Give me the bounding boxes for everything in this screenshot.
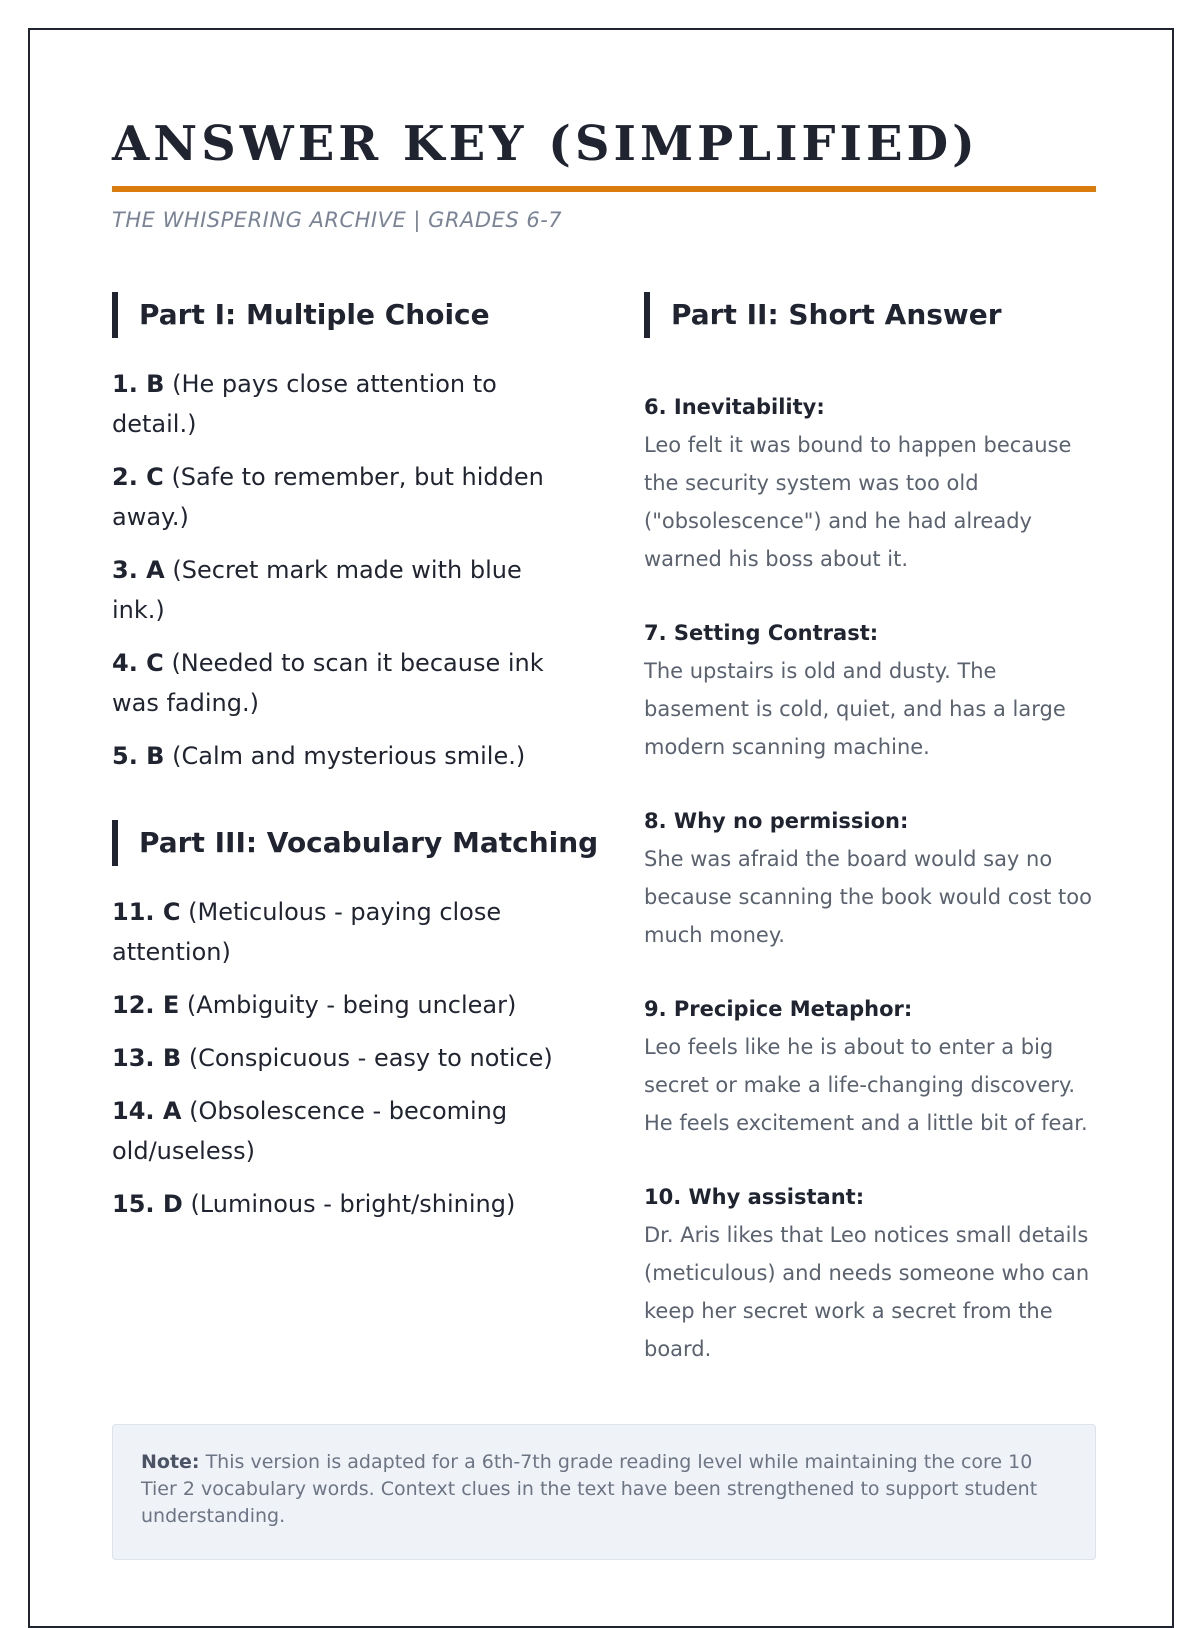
answer-item [112, 1091, 572, 1171]
answer-text: (Safe to remember, but hidden away.) [112, 463, 544, 531]
answer-number: 1. B [112, 370, 165, 398]
note-label: Note: [141, 1451, 200, 1473]
answer-number: 13. B [112, 1044, 182, 1072]
question-label: 9. Precipice Metaphor: [644, 997, 913, 1021]
answer-item [112, 457, 572, 537]
part2-answers [644, 388, 1104, 1368]
answer-number: 5. B [112, 742, 165, 770]
short-answer-item [644, 388, 1104, 578]
answer-text: (He pays close attention to detail.) [112, 370, 497, 438]
answer-text: (Needed to scan it because ink was fading.) [112, 649, 544, 717]
question-label: 8. Why no permission: [644, 809, 909, 833]
answer-item [112, 985, 572, 1025]
question-label: 7. Setting Contrast: [644, 621, 879, 645]
answer-text: (Obsolescence - becoming old/useless) [112, 1097, 508, 1165]
right-column [644, 292, 1104, 1404]
answer-number: 11. C [112, 898, 181, 926]
answer-number: 14. A [112, 1097, 182, 1125]
part1-heading: Part I: Multiple Choice [112, 292, 572, 338]
question-label: 6. Inevitability: [644, 395, 825, 419]
answer-text: (Calm and mysterious smile.) [172, 742, 526, 770]
short-answer-item [644, 802, 1104, 954]
answer-text: Dr. Aris likes that Leo notices small details (meticulous) and needs someone who can keep her secret work a secret from the board. [644, 1223, 1090, 1361]
page-title: ANSWER KEY (SIMPLIFIED) [112, 116, 979, 172]
answer-number: 3. A [112, 556, 165, 584]
answer-text: (Ambiguity - being unclear) [186, 991, 517, 1019]
answer-text: (Luminous - bright/shining) [190, 1190, 516, 1218]
answer-number: 2. C [112, 463, 164, 491]
answer-item [112, 364, 572, 444]
title-rule [112, 186, 1096, 192]
answer-item [112, 736, 572, 776]
answer-key-page [28, 28, 1174, 1628]
short-answer-item [644, 990, 1104, 1142]
answer-text: The upstairs is old and dusty. The basement is cold, quiet, and has a large modern scanning machine. [644, 659, 1066, 759]
note-box [112, 1424, 1096, 1560]
answer-text: Leo feels like he is about to enter a big secret or make a life-changing discovery. He feels excitement and a little bit of fear. [644, 1035, 1088, 1135]
page-subtitle: THE WHISPERING ARCHIVE | GRADES 6-7 [112, 208, 563, 232]
question-label: 10. Why assistant: [644, 1185, 865, 1209]
answer-item [112, 550, 572, 630]
answer-item [112, 643, 572, 723]
short-answer-item [644, 614, 1104, 766]
answer-item [112, 1184, 572, 1224]
answer-number: 4. C [112, 649, 164, 677]
part3-heading: Part III: Vocabulary Matching [112, 820, 572, 866]
answer-number: 12. E [112, 991, 180, 1019]
note-text: This version is adapted for a 6th-7th grade reading level while maintaining the core 10 Tier 2 vocabulary words. Context clues in the text have been strengthened to support student understanding. [141, 1451, 1038, 1527]
answer-item [112, 892, 572, 972]
part1-answers [112, 364, 572, 776]
answer-text: (Meticulous - paying close attention) [112, 898, 502, 966]
left-column [112, 292, 599, 1237]
answer-number: 15. D [112, 1190, 183, 1218]
answer-text: Leo felt it was bound to happen because the security system was too old ("obsolescence") and he had already warned his boss about it. [644, 433, 1072, 571]
answer-text: (Secret mark made with blue ink.) [112, 556, 522, 624]
answer-text: She was afraid the board would say no because scanning the book would cost too much money. [644, 847, 1092, 947]
part2-heading: Part II: Short Answer [644, 292, 1104, 338]
part3-answers [112, 892, 572, 1224]
answer-text: (Conspicuous - easy to notice) [188, 1044, 553, 1072]
short-answer-item [644, 1178, 1104, 1368]
answer-item [112, 1038, 572, 1078]
